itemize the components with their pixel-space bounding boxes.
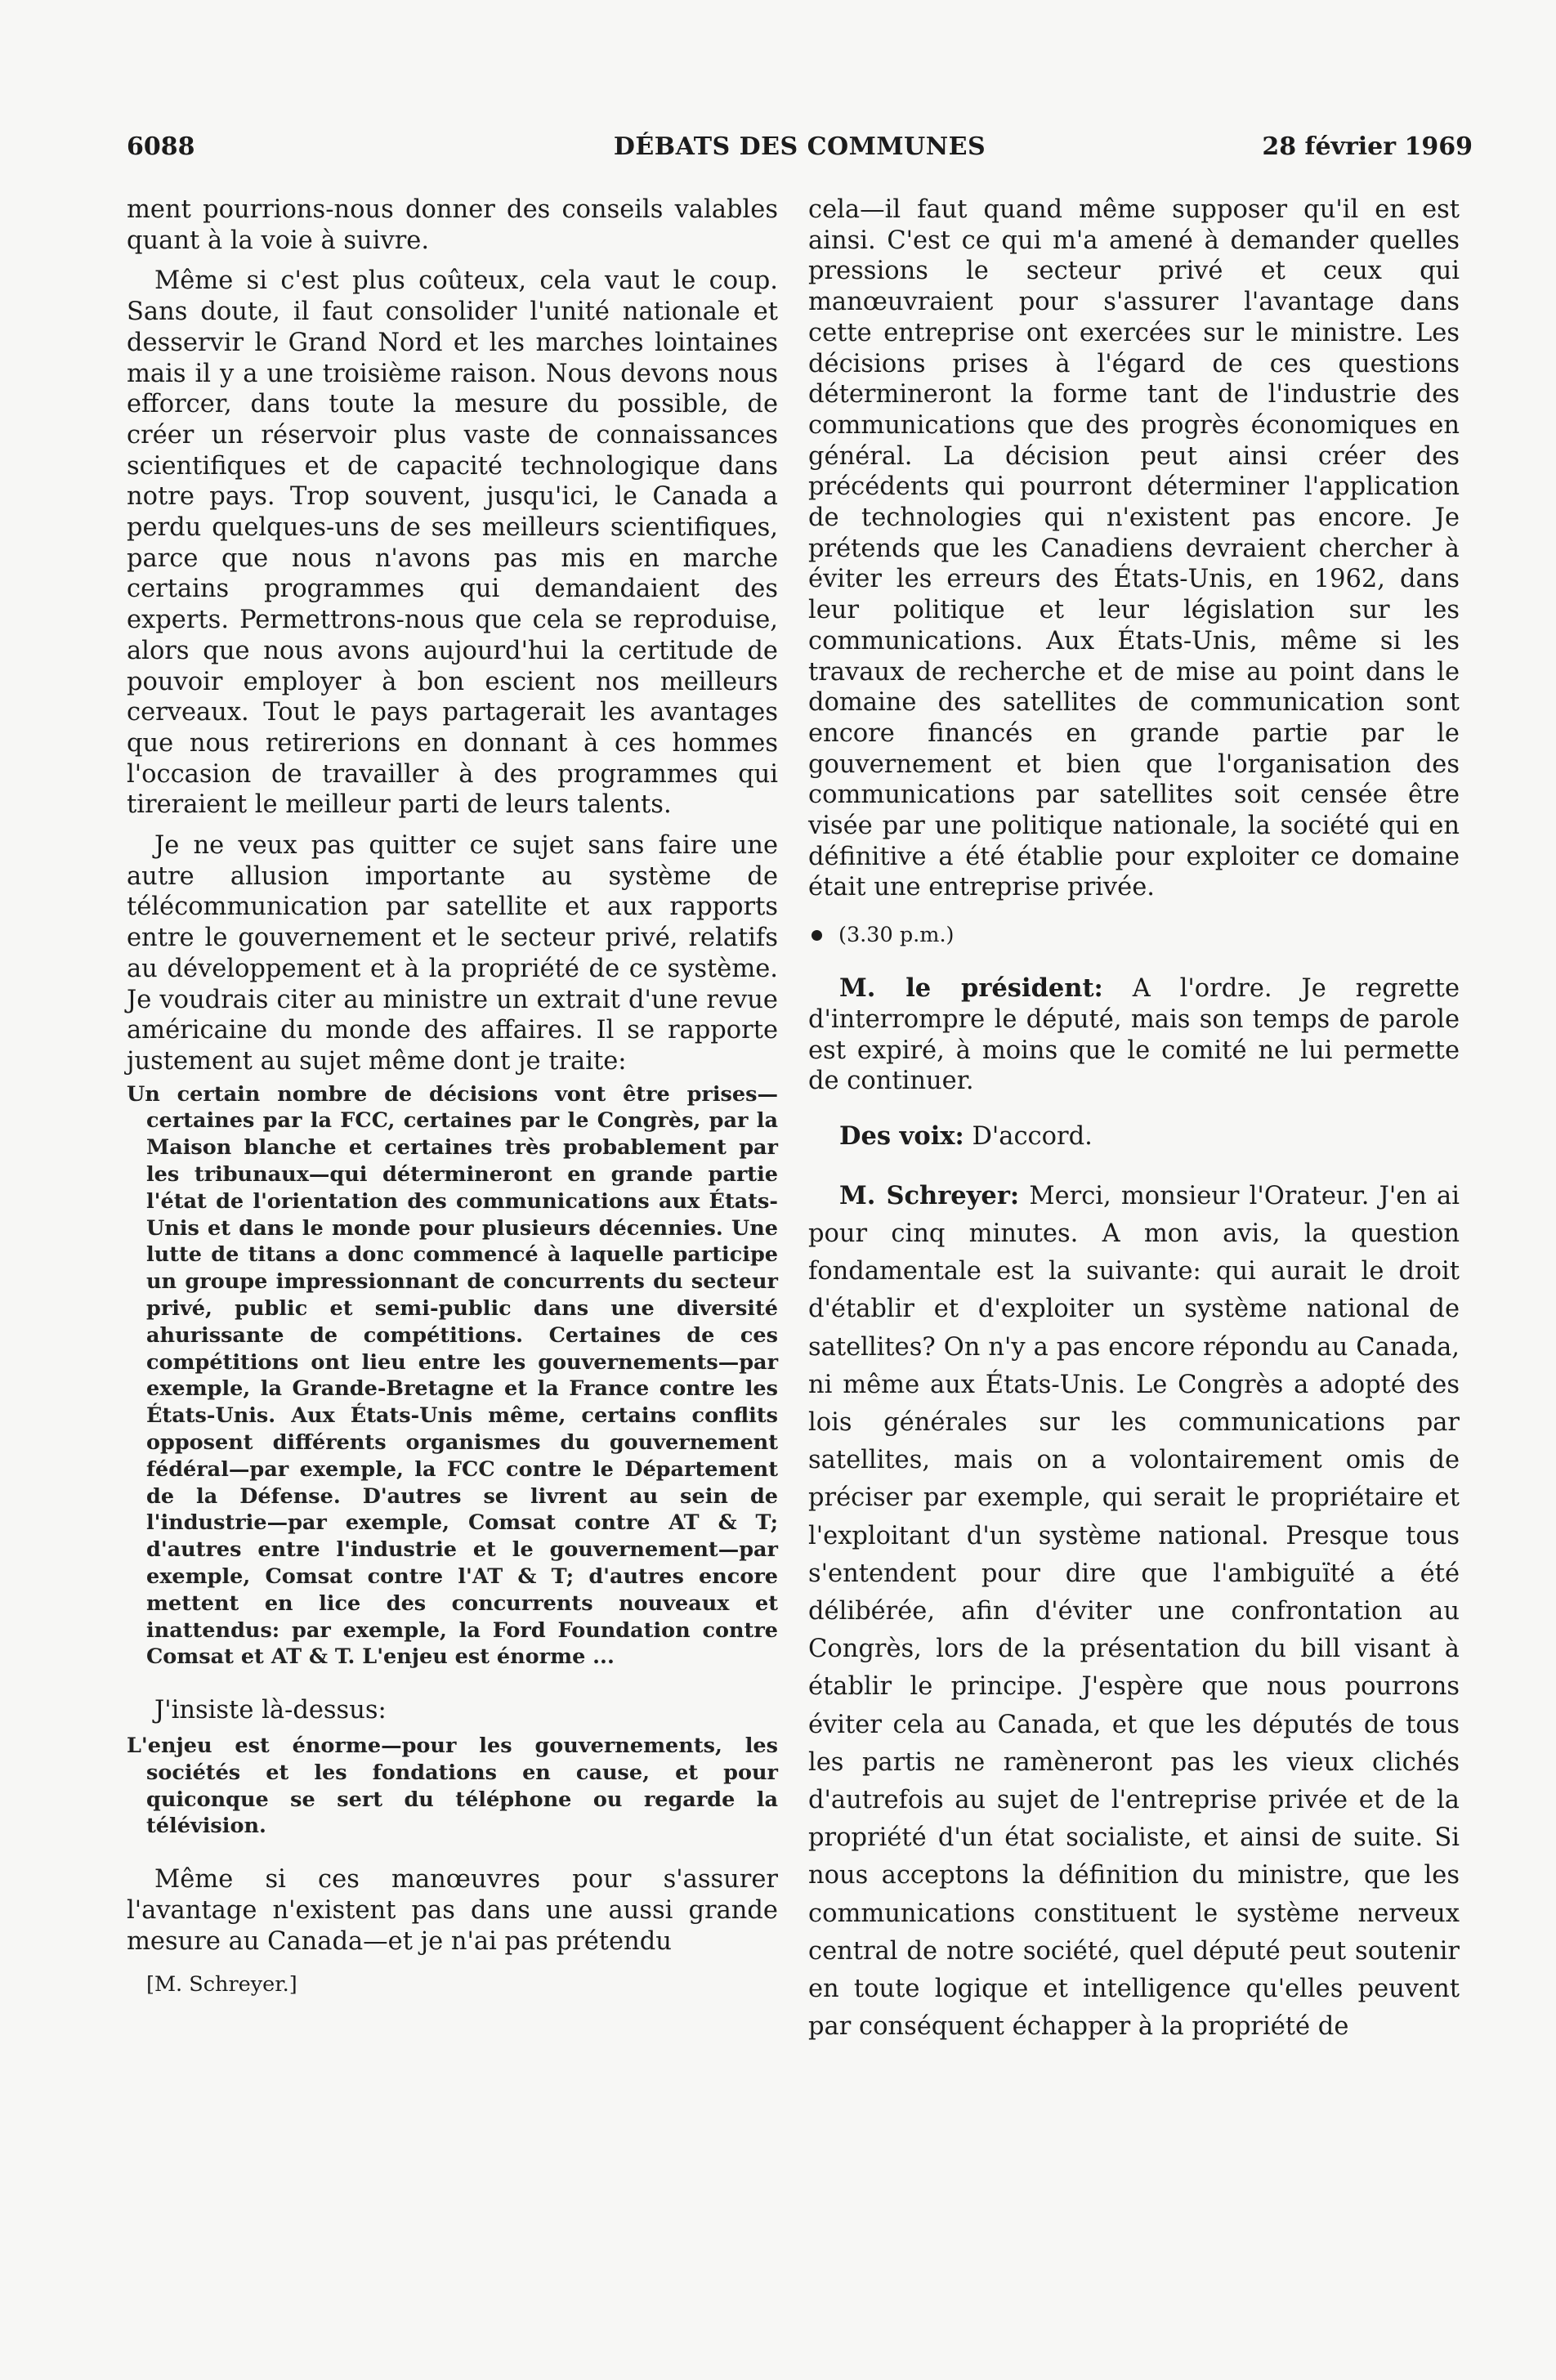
quote-text: Un certain nombre de décisions vont être prises—certaines par la FCC, certaines par le Congrès, par la Maison blanche et certaines très probablement par les tribunaux—qui détermineront en grande partie l'état de l'orientation des communications aux États-Unis et dans le monde pour plusieurs décennies. Une lutte de titans a donc commencé à laquelle participe un groupe impressionnant de concurrents du secteur privé, public et semi-public dans une diversité ahurissante de compétitions. Certaines de ces compétitions ont lieu entre les gouvernements—par exemple, la Grande-Bretagne et la France contre les États-Unis. Aux États-Unis même, certains conflits opposent différents organismes du gouvernement fédéral—par exemple, la FCC contre le Département de la Défense. D'autres se livrent au sein de l'industrie—par exemple, Comsat contre AT & T; d'autres entre l'industrie et le gouvernement—par exemple, Comsat contre l'AT & T; d'autres encore mettent en lice des concurrents nouveaux et inattendus: par exemple, la Ford Foundation contre Comsat et AT & T. L'enjeu est énorme ...: [127, 1081, 778, 1670]
speaker-citation: [M. Schreyer.]: [146, 1972, 297, 1998]
paragraph: J'insiste là-dessus:: [154, 1696, 387, 1725]
paragraph: cela—il faut quand même supposer qu'il en est ainsi. C'est ce qui m'a amené à demander quelles pressions le secteur privé et ceux qui manœuvraient pour s'assurer l'avantage dans cette entreprise ont exercées sur le ministre. Les décisions prises à l'égard de ces questions détermineront la forme tant de l'industrie des communications que des progrès économiques en général. La décision peut ainsi créer des précédents qui pourront déterminer l'application de technologies qui n'existent pas encore. Je prétends que les Canadiens devraient chercher à éviter les erreurs des États-Unis, en 1962, dans leur politique et leur législation sur les communications. Aux États-Unis, même si les travaux de recherche et de mise au point dans le domaine des satellites de communication sont encore financés en grande partie par le gouvernement et bien que l'organisation des communications par satellites soit censée être visée par une politique nationale, la société qui en définitive a été établie pour exploiter ce domaine était une entreprise privée.: [808, 195, 1460, 902]
speech-text: Merci, monsieur l'Orateur. J'en ai pour cinq minutes. A mon avis, la question fondamentale est la suivante: qui aurait le droit d'établir et d'exploiter un système national de satellites? On n'y a pas encore répondu au Canada, ni même aux États-Unis. Le Congrès a adopté des lois générales sur les communications par satellites, mais on a volontairement omis de préciser par exemple, qui serait le propriétaire et l'exploitant d'un système national. Presque tous s'entendent pour dire que l'ambiguïté a été délibérée, afin d'éviter une confrontation au Congrès, lors de la présentation du bill visant à établir le principe. J'espère que nous pourrons éviter cela au Canada, et que les députés de tous les partis ne ramèneront pas les vieux clichés d'autrefois au sujet de l'entreprise privée et de la propriété d'un état socialiste, et ainsi de suite. Si nous acceptons la définition du ministre, que les communications constituent le système nerveux central de notre société, quel député peut soutenir en toute logique et intelligence qu'elles peuvent par conséquent échapper à la propriété de: [808, 1181, 1460, 2042]
time-marker: [808, 921, 1460, 949]
paragraph: Je ne veux pas quitter ce sujet sans faire une autre allusion importante au système de télécommunication par satellite et aux rapports entre le gouvernement et le secteur privé, relatifs au développement et à la propriété de ce système. Je voudrais citer au ministre un extrait d'une revue américaine du monde des affaires. Il se rapporte justement au sujet même dont je traite:: [127, 831, 778, 1076]
speech: [808, 1177, 1460, 2047]
speech: [808, 973, 1460, 1097]
speaker-name: M. le président:: [839, 973, 1103, 1004]
page-date: 28 février 1969: [1262, 132, 1473, 161]
quote-text: L'enjeu est énorme—pour les gouvernements, les sociétés et les fondations en cause, et pour quiconque se sert du téléphone ou regarde la télévision.: [127, 1733, 778, 1839]
speech-text: D'accord.: [964, 1121, 1093, 1151]
block-quote: [127, 1081, 778, 1671]
speaker-name: Des voix:: [839, 1121, 964, 1151]
speech-text: A l'ordre. Je regrette d'interrompre le député, mais son temps de parole est expiré, à moins que le comité ne lui permette de continuer.: [808, 974, 1460, 1096]
paragraph: Même si ces manœuvres pour s'assurer l'avantage n'existent pas dans une aussi grande mesure au Canada—et je n'ai pas prétendu: [127, 1865, 778, 1956]
paragraph: Même si c'est plus coûteux, cela vaut le coup. Sans doute, il faut consolider l'unité nationale et desservir le Grand Nord et les marches lointaines mais il y a une troisième raison. Nous devons nous efforcer, dans toute la mesure du possible, de créer un réservoir plus vaste de connaissances scientifiques et de capacité technologique dans notre pays. Trop souvent, jusqu'ici, le Canada a perdu quelques-uns de ses meilleurs scientifiques, parce que nous n'avons pas mis en marche certains programmes qui demandaient des experts. Permettrons-nous que cela se reproduise, alors que nous avons aujourd'hui la certitude de pouvoir employer à bon escient nos meilleurs cerveaux. Tout le pays partagerait les avantages que nous retirerions en donnant à ces hommes l'occasion de travailler à des programmes qui tireraient le meilleur parti de leurs talents.: [127, 266, 778, 820]
page-title: DÉBATS DES COMMUNES: [613, 132, 986, 161]
paragraph: ment pourrions-nous donner des conseils valables quant à la voie à suivre.: [127, 195, 778, 255]
time-stamp: (3.30 p.m.): [838, 923, 955, 948]
page-number: 6088: [127, 132, 195, 161]
speaker-name: M. Schreyer:: [839, 1180, 1020, 1210]
speech: [808, 1121, 1460, 1152]
right-column: [808, 195, 1460, 2046]
page-header: [127, 129, 1473, 165]
bullet-icon: [812, 930, 822, 941]
block-quote: [127, 1733, 778, 1840]
left-column: [127, 195, 778, 1998]
